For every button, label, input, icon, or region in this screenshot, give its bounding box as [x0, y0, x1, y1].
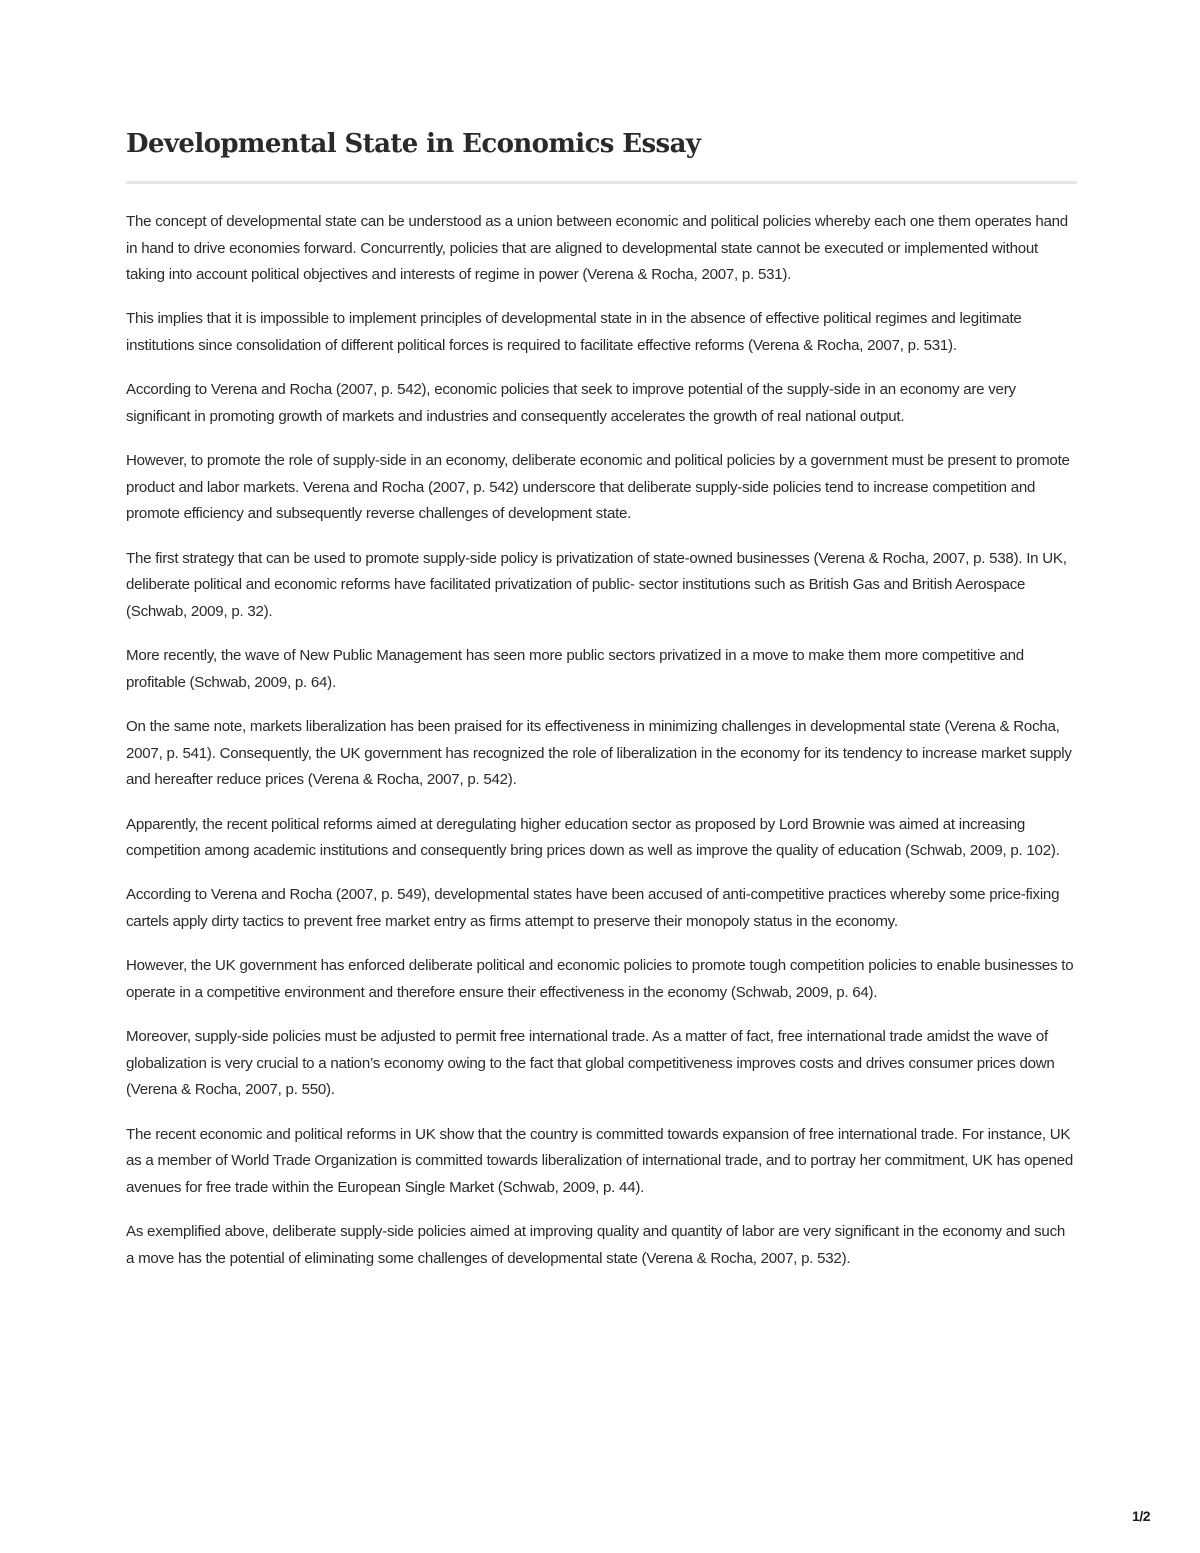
- paragraph: However, to promote the role of supply-side in an economy, deliberate economic and political policies by a government must be present to promote product and labor markets. Verena and Rocha (2007, p. 542) underscore that deliberate supply-side policies tend to increase competition and promote efficiency and subsequently reverse challenges of development state.: [126, 452, 1070, 523]
- page-title: Developmental State in Economics Essay: [126, 129, 701, 159]
- paragraph: As exemplified above, deliberate supply-side policies aimed at improving quality and quantity of labor are very significant in the economy and such a move has the potential of eliminating some challenges of developmental state (Verena & Rocha, 2007, p. 532).: [126, 1223, 1066, 1267]
- paragraph: Apparently, the recent political reforms aimed at deregulating higher education sector as proposed by Lord Brownie was aimed at increasing competition among academic institutions and consequently bring prices down as well as improve the quality of education (Schwab, 2009, p. 102).: [126, 815, 1060, 860]
- paragraph: However, the UK government has enforced deliberate political and economic policies to promote tough competition policies to enable businesses to operate in a competitive environment and therefore ensure their effectiveness in the economy (Schwab, 2009, p. 64).: [126, 957, 1074, 1001]
- paragraph: According to Verena and Rocha (2007, p. 549), developmental states have been accused of anti-competitive practices whereby some price-fixing cartels apply dirty tactics to prevent free market entry as firms attempt to preserve their monopoly status in the economy.: [126, 886, 1060, 930]
- title-divider: [126, 181, 1077, 184]
- paragraph: The concept of developmental state can be understood as a union between economic and political policies whereby each one them operates hand in hand to drive economies forward. Concurrently, policies that are aligned to developmental state cannot be executed or implemented without taking into account political objectives and interests of regime in power (Verena & Rocha, 2007, p. 531).: [126, 213, 1068, 284]
- essay-body: [126, 209, 1077, 1290]
- paragraph: According to Verena and Rocha (2007, p. 542), economic policies that seek to improve potential of the supply-side in an economy are very significant in promoting growth of markets and industries and consequently accelerates the growth of real national output.: [126, 381, 1016, 425]
- paragraph: The recent economic and political reforms in UK show that the country is committed towards expansion of free international trade. For instance, UK as a member of World Trade Organization is committed towards liberalization of international trade, and to portray her commitment, UK has opened avenues for free trade within the European Single Market (Schwab, 2009, p. 44).: [126, 1125, 1073, 1196]
- paragraph: On the same note, markets liberalization has been praised for its effectiveness in minimizing challenges in developmental state (Verena & Rocha, 2007, p. 541). Consequently, the UK government has recognized the role of liberalization in the economy for its tendency to increase market supply and hereafter reduce prices (Verena & Rocha, 2007, p. 542).: [126, 718, 1072, 789]
- paragraph: More recently, the wave of New Public Management has seen more public sectors privatized in a move to make them more competitive and profitable (Schwab, 2009, p. 64).: [126, 647, 1024, 691]
- paragraph: Moreover, supply-side policies must be adjusted to permit free international trade. As a matter of fact, free international trade amidst the wave of globalization is very crucial to a nation’s economy owing to the fact that global competitiveness improves costs and drives consumer prices down (Verena & Rocha, 2007, p. 550).: [126, 1028, 1055, 1099]
- page-number: 1/2: [1132, 1508, 1150, 1524]
- paragraph: This implies that it is impossible to implement principles of developmental state in in the absence of effective political regimes and legitimate institutions since consolidation of different political forces is required to facilitate effective reforms (Verena & Rocha, 2007, p. 531).: [126, 310, 1022, 355]
- paragraph: The first strategy that can be used to promote supply-side policy is privatization of state-owned businesses (Verena & Rocha, 2007, p. 538). In UK, deliberate political and economic reforms have facilitated privatization of public- sector institutions such as British Gas and British Aerospace (Schwab, 2009, p. 32).: [126, 549, 1067, 620]
